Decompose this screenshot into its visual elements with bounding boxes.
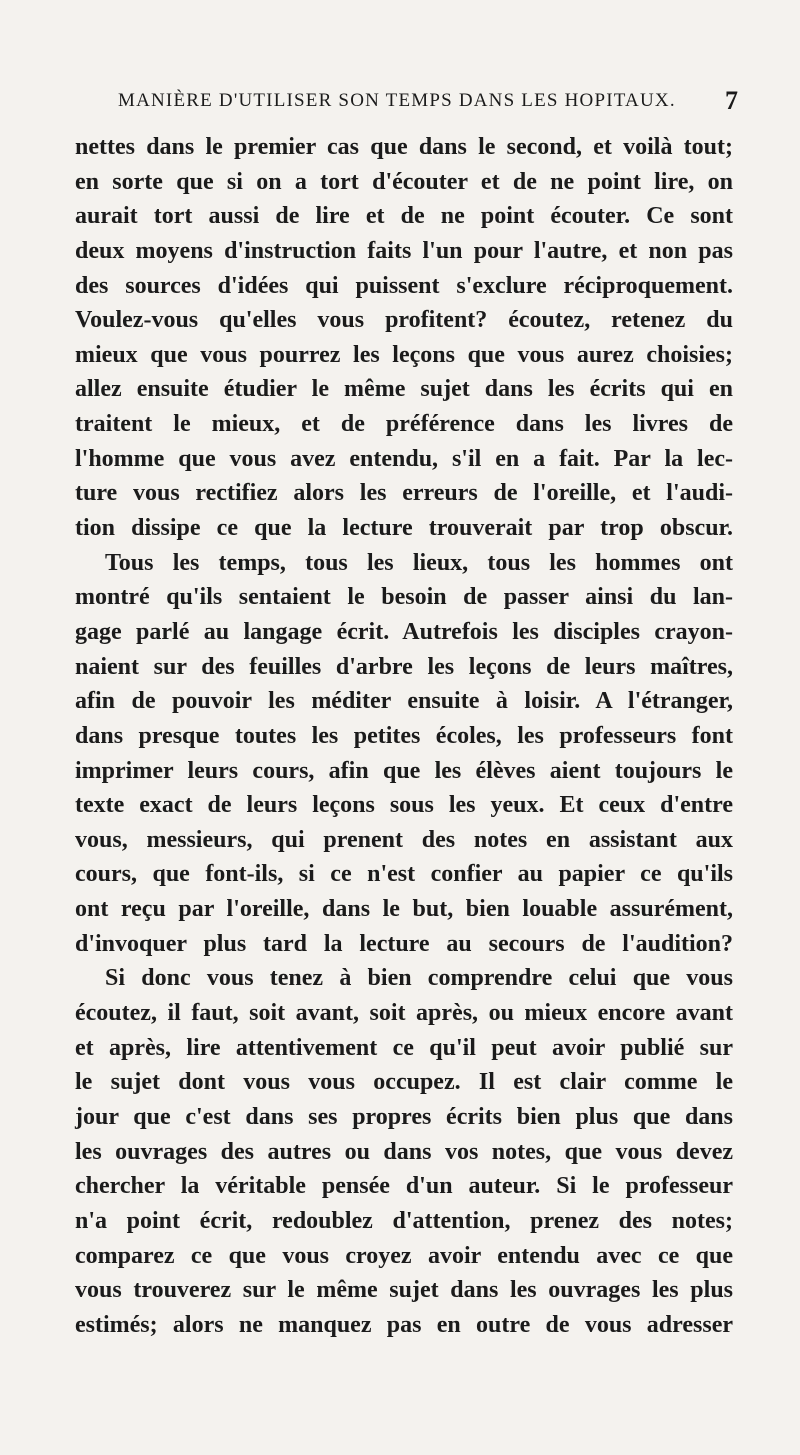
- text-line: Si donc vous tenez à bien comprendre celui que vous: [105, 965, 733, 992]
- text-line: montré qu'ils sentaient le besoin de passer ainsi du lan-: [75, 584, 733, 611]
- text-line: vous trouverez sur le même sujet dans les ouvrages les plus: [75, 1277, 733, 1304]
- text-line: tion dissipe ce que la lecture trouverait par trop obscur.: [75, 515, 733, 542]
- text-line: des sources d'idées qui puissent s'exclure réciproquement.: [75, 272, 733, 299]
- text-line: ont reçu par l'oreille, dans le but, bien louable assurément,: [75, 896, 733, 923]
- text-line: Voulez-vous qu'elles vous profitent? écoutez, retenez du: [75, 307, 733, 334]
- text-line: estimés; alors ne manquez pas en outre de vous adresser: [75, 1311, 733, 1338]
- text-line: ture vous rectifiez alors les erreurs de l'oreille, et l'audi-: [75, 480, 733, 507]
- text-line: texte exact de leurs leçons sous les yeux. Et ceux d'entre: [75, 792, 733, 819]
- text-line: gage parlé au langage écrit. Autrefois les disciples crayon-: [75, 618, 733, 645]
- text-line: et après, lire attentivement ce qu'il peut avoir publié sur: [75, 1034, 733, 1061]
- text-line: chercher la véritable pensée d'un auteur. Si le professeur: [75, 1173, 733, 1200]
- text-line: les ouvrages des autres ou dans vos notes, que vous devez: [75, 1138, 733, 1165]
- text-line: nettes dans le premier cas que dans le second, et voilà tout;: [75, 134, 733, 160]
- body-text: [75, 130, 733, 1342]
- text-line: cours, que font-ils, si ce n'est confier au papier ce qu'ils: [75, 861, 733, 888]
- text-line: comparez ce que vous croyez avoir entendu avec ce que: [75, 1242, 733, 1269]
- text-line: mieux que vous pourrez les leçons que vous aurez choisies;: [75, 341, 733, 368]
- text-line: l'homme que vous avez entendu, s'il en a fait. Par la lec-: [75, 445, 733, 472]
- page-number: 7: [725, 86, 738, 115]
- text-line: n'a point écrit, redoublez d'attention, prenez des notes;: [75, 1207, 733, 1234]
- text-line: jour que c'est dans ses propres écrits bien plus que dans: [75, 1103, 733, 1130]
- text-line: vous, messieurs, qui prenent des notes en assistant aux: [75, 826, 733, 853]
- running-head: [118, 86, 738, 120]
- text-line: d'invoquer plus tard la lecture au secours de l'audition?: [75, 930, 733, 957]
- text-line: afin de pouvoir les méditer ensuite à loisir. A l'étranger,: [75, 688, 733, 715]
- text-line: naient sur des feuilles d'arbre les leçons de leurs maîtres,: [75, 653, 733, 680]
- text-line: écoutez, il faut, soit avant, soit après, ou mieux encore avant: [75, 1000, 733, 1027]
- running-title: MANIÈRE D'UTILISER SON TEMPS DANS LES HOPITAUX.: [118, 90, 676, 111]
- text-line: dans presque toutes les petites écoles, les professeurs font: [75, 722, 733, 749]
- text-line: deux moyens d'instruction faits l'un pour l'autre, et non pas: [75, 237, 733, 264]
- text-line: traitent le mieux, et de préférence dans les livres de: [75, 411, 733, 438]
- text-line: en sorte que si on a tort d'écouter et de ne point lire, on: [75, 168, 733, 195]
- text-line: imprimer leurs cours, afin que les élèves aient toujours le: [75, 757, 733, 784]
- text-line: Tous les temps, tous les lieux, tous les hommes ont: [105, 549, 733, 576]
- text-line: le sujet dont vous vous occupez. Il est clair comme le: [75, 1069, 733, 1096]
- text-line: allez ensuite étudier le même sujet dans les écrits qui en: [75, 376, 733, 403]
- text-line: aurait tort aussi de lire et de ne point écouter. Ce sont: [75, 203, 733, 230]
